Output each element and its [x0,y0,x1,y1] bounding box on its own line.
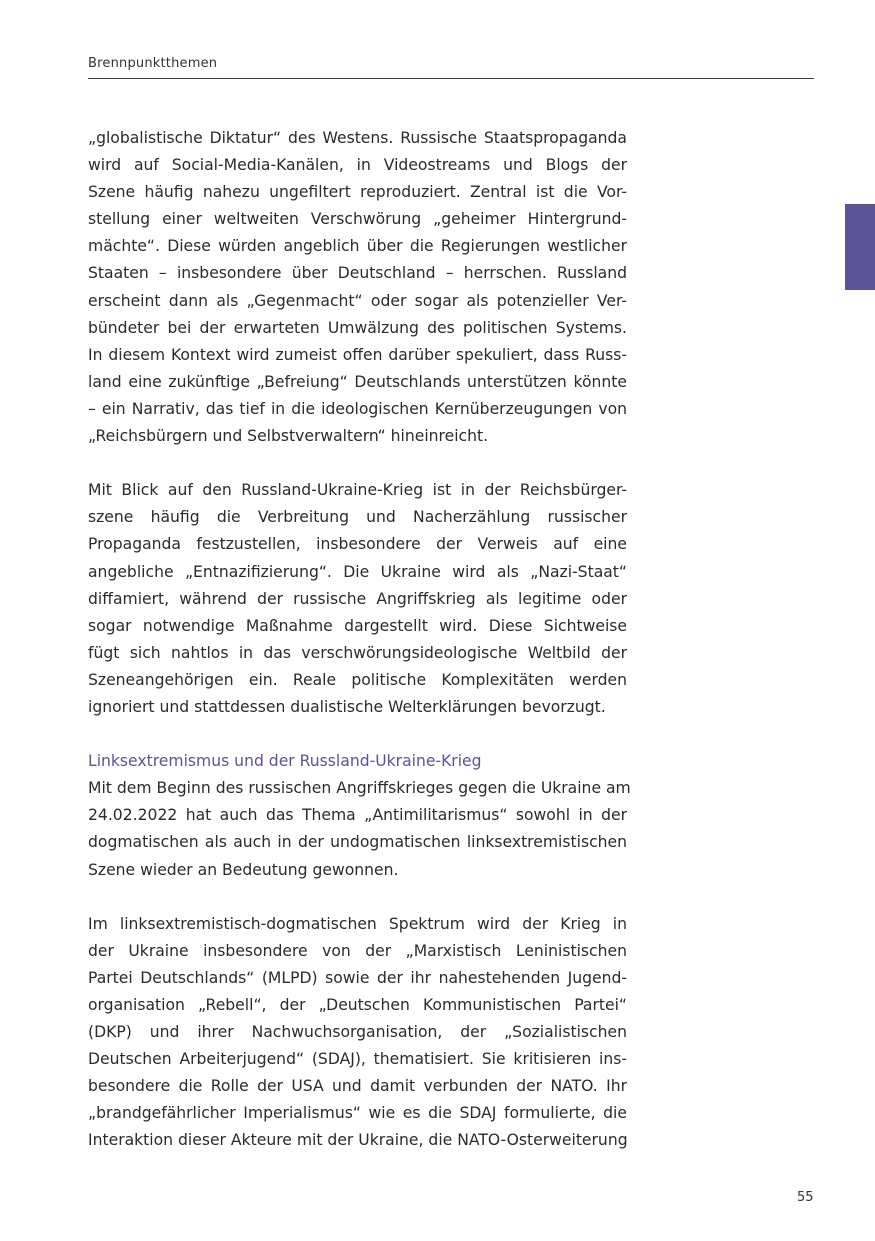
text-line: Mit Blick auf den Russland-Ukraine-Krieg ist in der Reichsbürger- [88,481,627,500]
paragraph-3 [88,775,631,883]
text-line: „brandgefährlicher Imperialismus“ wie es die SDAJ formulierte, die [88,1104,627,1123]
text-line: mächte“. Diese würden angeblich über die Regierungen westlicher [88,237,627,256]
text-line: Im linksextremistisch-dogmatischen Spektrum wird der Krieg in [88,914,627,933]
paragraph-gap [88,884,627,911]
paragraph-4 [88,911,627,1155]
text-line: diffamiert, während der russische Angriffskrieg als legitime oder [88,589,627,608]
text-line: dogmatischen als auch in der undogmatischen linksextremistischen [88,833,627,852]
text-line: Mit dem Beginn des russischen Angriffskrieges gegen die Ukraine am [88,779,631,798]
text-line: stellung einer weltweiten Verschwörung „geheimer Hintergrund- [88,210,627,229]
text-line: bündeter bei der erwarteten Umwälzung des politischen Systems. [88,318,627,337]
paragraph-2 [88,477,627,721]
text-line: – ein Narrativ, das tief in die ideologischen Kernüberzeugungen von [88,399,627,418]
text-line: szene häufig die Verbreitung und Nacherzählung russischer [88,508,627,527]
header-rule [88,78,814,79]
text-line: Szeneangehörigen ein. Reale politische Komplexitäten werden [88,670,627,689]
text-line: Interaktion dieser Akteure mit der Ukraine, die NATO-Osterweiterung [88,1131,628,1150]
text-line: „Reichsbürgern und Selbstverwaltern“ hineinreicht. [88,427,489,446]
text-line: 24.02.2022 hat auch das Thema „Antimilitarismus“ sowohl in der [88,806,627,825]
text-line: In diesem Kontext wird zumeist offen darüber spekuliert, dass Russ- [88,345,627,364]
text-line: Szene wieder an Bedeutung gewonnen. [88,860,399,879]
body-text [88,125,631,1155]
text-line: besondere die Rolle der USA und damit verbunden der NATO. Ihr [88,1077,627,1096]
paragraph-gap [88,721,627,748]
text-line: wird auf Social-Media-Kanälen, in Videostreams und Blogs der [88,156,627,175]
running-header: Brennpunktthemen [88,56,218,71]
text-line: (DKP) und ihrer Nachwuchsorganisation, der „Sozialistischen [88,1023,627,1042]
text-line: Propaganda festzustellen, insbesondere der Verweis auf eine [88,535,627,554]
text-line: Deutschen Arbeiterjugend“ (SDAJ), thematisiert. Sie kritisieren ins- [88,1050,627,1069]
chapter-tab-marker [845,204,875,290]
text-line: Staaten – insbesondere über Deutschland – herrschen. Russland [88,264,627,283]
text-line: „globalistische Diktatur“ des Westens. Russische Staatspropaganda [88,129,627,147]
text-line: Szene häufig nahezu ungefiltert reproduziert. Zentral ist die Vor- [88,183,627,202]
paragraph-1 [88,125,627,450]
text-line: der Ukraine insbesondere von der „Marxistisch Leninistischen [88,941,627,960]
text-line: sogar notwendige Maßnahme dargestellt wird. Diese Sichtweise [88,616,627,635]
text-line: fügt sich nahtlos in das verschwörungsideologische Weltbild der [88,643,627,662]
paragraph-gap [88,450,627,477]
text-line: Partei Deutschlands“ (MLPD) sowie der ihr nahestehenden Jugend- [88,968,627,987]
page-number: 55 [797,1190,814,1205]
section-subheading: Linksextremismus und der Russland-Ukraine-Krieg [88,752,482,771]
text-line: erscheint dann als „Gegenmacht“ oder sogar als potenzieller Ver- [88,291,627,310]
text-line: ignoriert und stattdessen dualistische Welterklärungen bevorzugt. [88,697,606,716]
text-line: angebliche „Entnazifizierung“. Die Ukraine wird als „Nazi-Staat“ [88,562,627,581]
text-line: land eine zukünftige „Befreiung“ Deutschlands unterstützen könnte [88,372,627,391]
text-line: organisation „Rebell“, der „Deutschen Kommunistischen Partei“ [88,996,627,1014]
